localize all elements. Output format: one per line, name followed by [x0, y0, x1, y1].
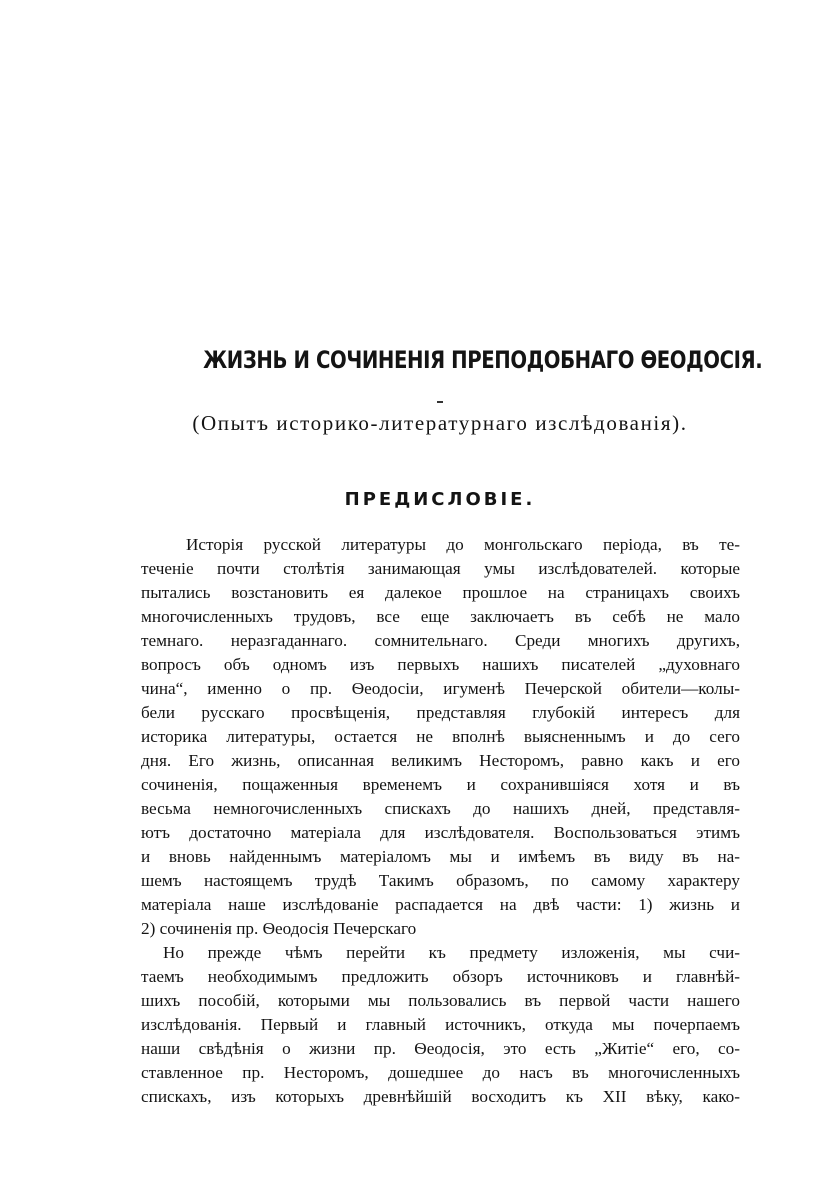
- body-line: шихъ пособій, которыми мы пользовались въ первой части нашего: [141, 991, 740, 1010]
- body-line: шемъ настоящемъ трудѣ Такимъ образомъ, по самому характеру: [141, 871, 740, 890]
- body-line: сочиненія, пощаженныя временемъ и сохранившіяся хотя и въ: [141, 775, 740, 794]
- body-line: таемъ необходимымъ предложить обзоръ источниковъ и главнѣй-: [141, 967, 740, 986]
- section-heading: ПРЕДИСЛОВІЕ.: [344, 489, 536, 510]
- body-line: бели русскаго просвѣщенія, представляя глубокій интересъ для: [141, 703, 740, 722]
- body-line: ставленное пр. Несторомъ, дошедшее до насъ въ многочисленныхъ: [141, 1063, 740, 1082]
- body-line: Исторія русской литературы до монгольскаго періода, въ те-: [186, 535, 740, 554]
- body-line: весьма немногочисленныхъ спискахъ до нашихъ дней, представля-: [141, 799, 740, 818]
- body-line: теченіе почти столѣтія занимающая умы изслѣдователей. которые: [141, 559, 740, 578]
- body-line: историка литературы, остается не вполнѣ выясненнымъ и до сего: [141, 727, 740, 746]
- body-line: дня. Его жизнь, описанная великимъ Несторомъ, равно какъ и его: [141, 751, 740, 770]
- body-line: вопросъ объ одномъ изъ первыхъ нашихъ писателей „духовнаго: [141, 655, 740, 674]
- body-line: многочисленныхъ трудовъ, все еще заключаетъ въ себѣ не мало: [141, 607, 740, 626]
- chapter-title: ЖИЗНЬ И СОЧИНЕНІЯ ПРЕПОДОБНАГО ѲЕОДОСІЯ.: [203, 346, 763, 374]
- body-line: Но прежде чѣмъ перейти къ предмету изложенія, мы счи-: [163, 943, 740, 962]
- chapter-subtitle: (Опытъ историко-литературнаго изслѣдованія).: [192, 411, 688, 435]
- body-line: темнаго. неразгаданнаго. сомнительнаго. Среди многихъ другихъ,: [141, 631, 740, 650]
- body-line: изслѣдованія. Первый и главный источникъ, откуда мы почерпаемъ: [141, 1015, 740, 1034]
- title-divider: [437, 401, 443, 403]
- body-line: ютъ достаточно матеріала для изслѣдователя. Воспользоваться этимъ: [141, 823, 740, 842]
- body-line: спискахъ, изъ которыхъ древнѣйшій восходитъ къ XII вѣку, како-: [141, 1087, 740, 1106]
- body-line: и вновь найденнымъ матеріаломъ мы и имѣемъ въ виду въ на-: [141, 847, 740, 866]
- body-line: пытались возстановить ея далекое прошлое на страницахъ своихъ: [141, 583, 740, 602]
- body-line: 2) сочиненія пр. Ѳеодосія Печерскаго: [141, 919, 417, 938]
- body-line: чина“, именно о пр. Ѳеодосіи, игуменѣ Печерской обители—колы-: [141, 679, 740, 698]
- body-line: наши свѣдѣнія о жизни пр. Ѳеодосія, это есть „Житіе“ его, со-: [141, 1039, 740, 1058]
- body-line: матеріала наше изслѣдованіе распадается на двѣ части: 1) жизнь и: [141, 895, 740, 914]
